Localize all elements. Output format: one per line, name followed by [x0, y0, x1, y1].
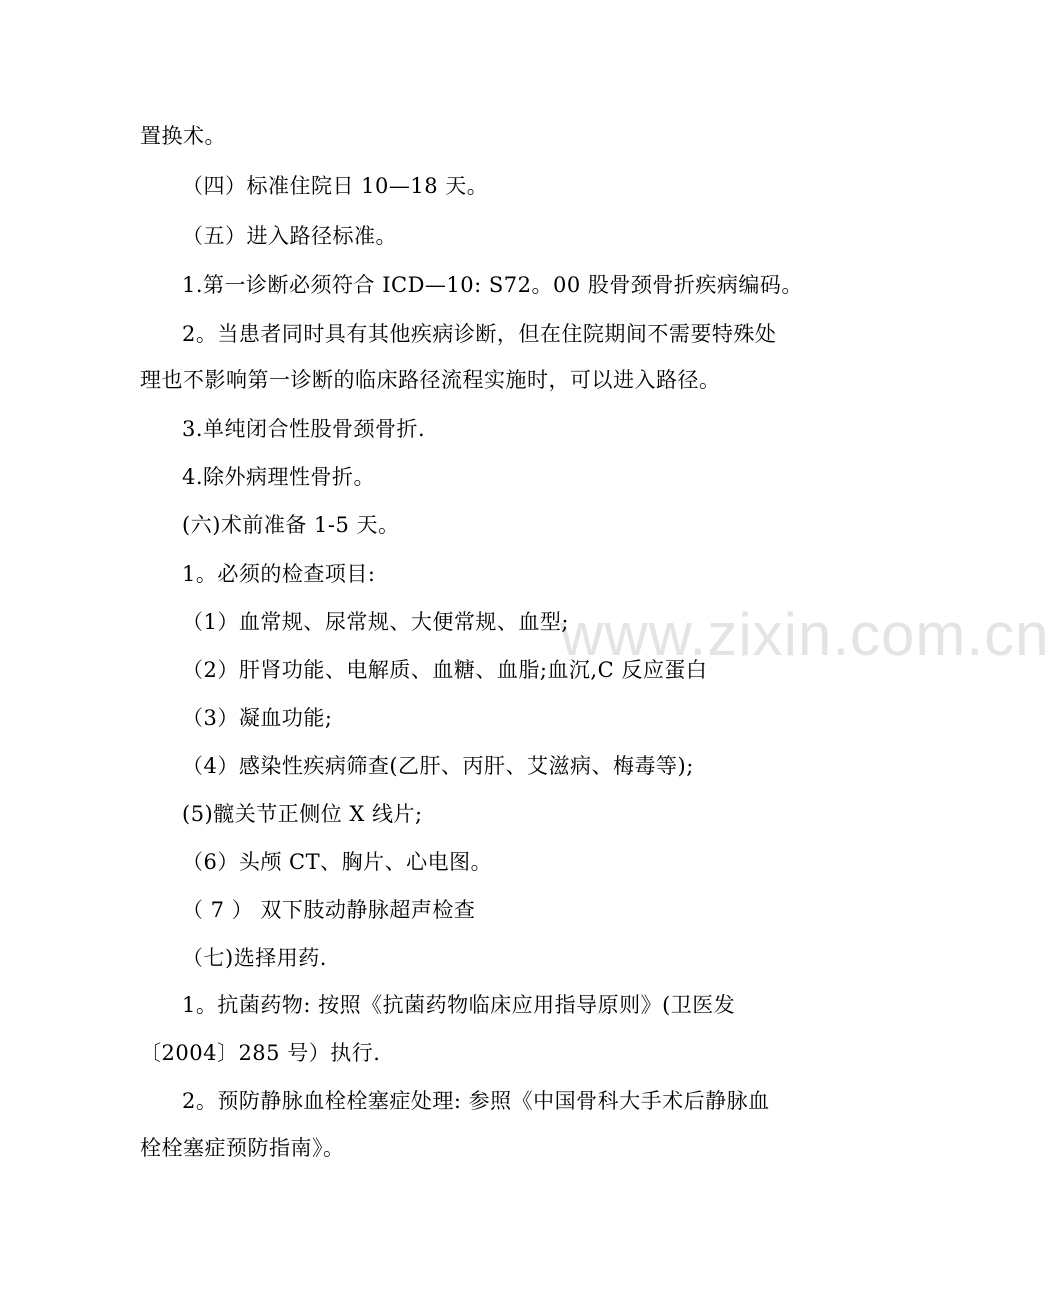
- text-line: 栓栓塞症预防指南》。: [140, 1136, 345, 1160]
- text-line: 1.第一诊断必须符合 ICD—10: S72。00 股骨颈骨折疾病编码。: [182, 273, 803, 297]
- list-item: （4）感染性疾病筛查(乙肝、丙肝、艾滋病、梅毒等);: [182, 754, 694, 778]
- text-line: 理也不影响第一诊断的临床路径流程实施时，可以进入路径。: [140, 368, 721, 392]
- list-item: （ 7 ） 双下肢动静脉超声检查: [182, 898, 476, 922]
- watermark: www.zixin.com.cn: [560, 601, 1049, 668]
- text-line: 1。必须的检查项目:: [182, 562, 376, 586]
- list-item: (5)髋关节正侧位 X 线片;: [182, 802, 423, 826]
- section-heading: （四）标准住院日 10—18 天。: [182, 174, 489, 198]
- text-line: 2。预防静脉血栓栓塞症处理: 参照《中国骨科大手术后静脉血: [182, 1089, 770, 1113]
- list-item: （2）肝肾功能、电解质、血糖、血脂;血沉,C 反应蛋白: [182, 658, 708, 682]
- section-heading: (六)术前准备 1-5 天。: [182, 513, 400, 537]
- text-line: 1。抗菌药物: 按照《抗菌药物临床应用指导原则》(卫医发: [182, 993, 736, 1017]
- section-heading: （五）进入路径标准。: [182, 224, 397, 248]
- text-line: 4.除外病理性骨折。: [182, 465, 376, 489]
- text-line: 3.单纯闭合性股骨颈骨折.: [182, 417, 426, 441]
- text-line: 置换术。: [140, 124, 226, 148]
- text-line: 〔2004〕285 号）执行.: [140, 1041, 381, 1065]
- section-heading: （七)选择用药.: [182, 946, 327, 970]
- text-line: 2。当患者同时具有其他疾病诊断，但在住院期间不需要特殊处: [182, 322, 777, 346]
- list-item: （6）头颅 CT、胸片、心电图。: [182, 850, 493, 874]
- list-item: （1）血常规、尿常规、大便常规、血型;: [182, 610, 569, 634]
- list-item: （3）凝血功能;: [182, 706, 333, 730]
